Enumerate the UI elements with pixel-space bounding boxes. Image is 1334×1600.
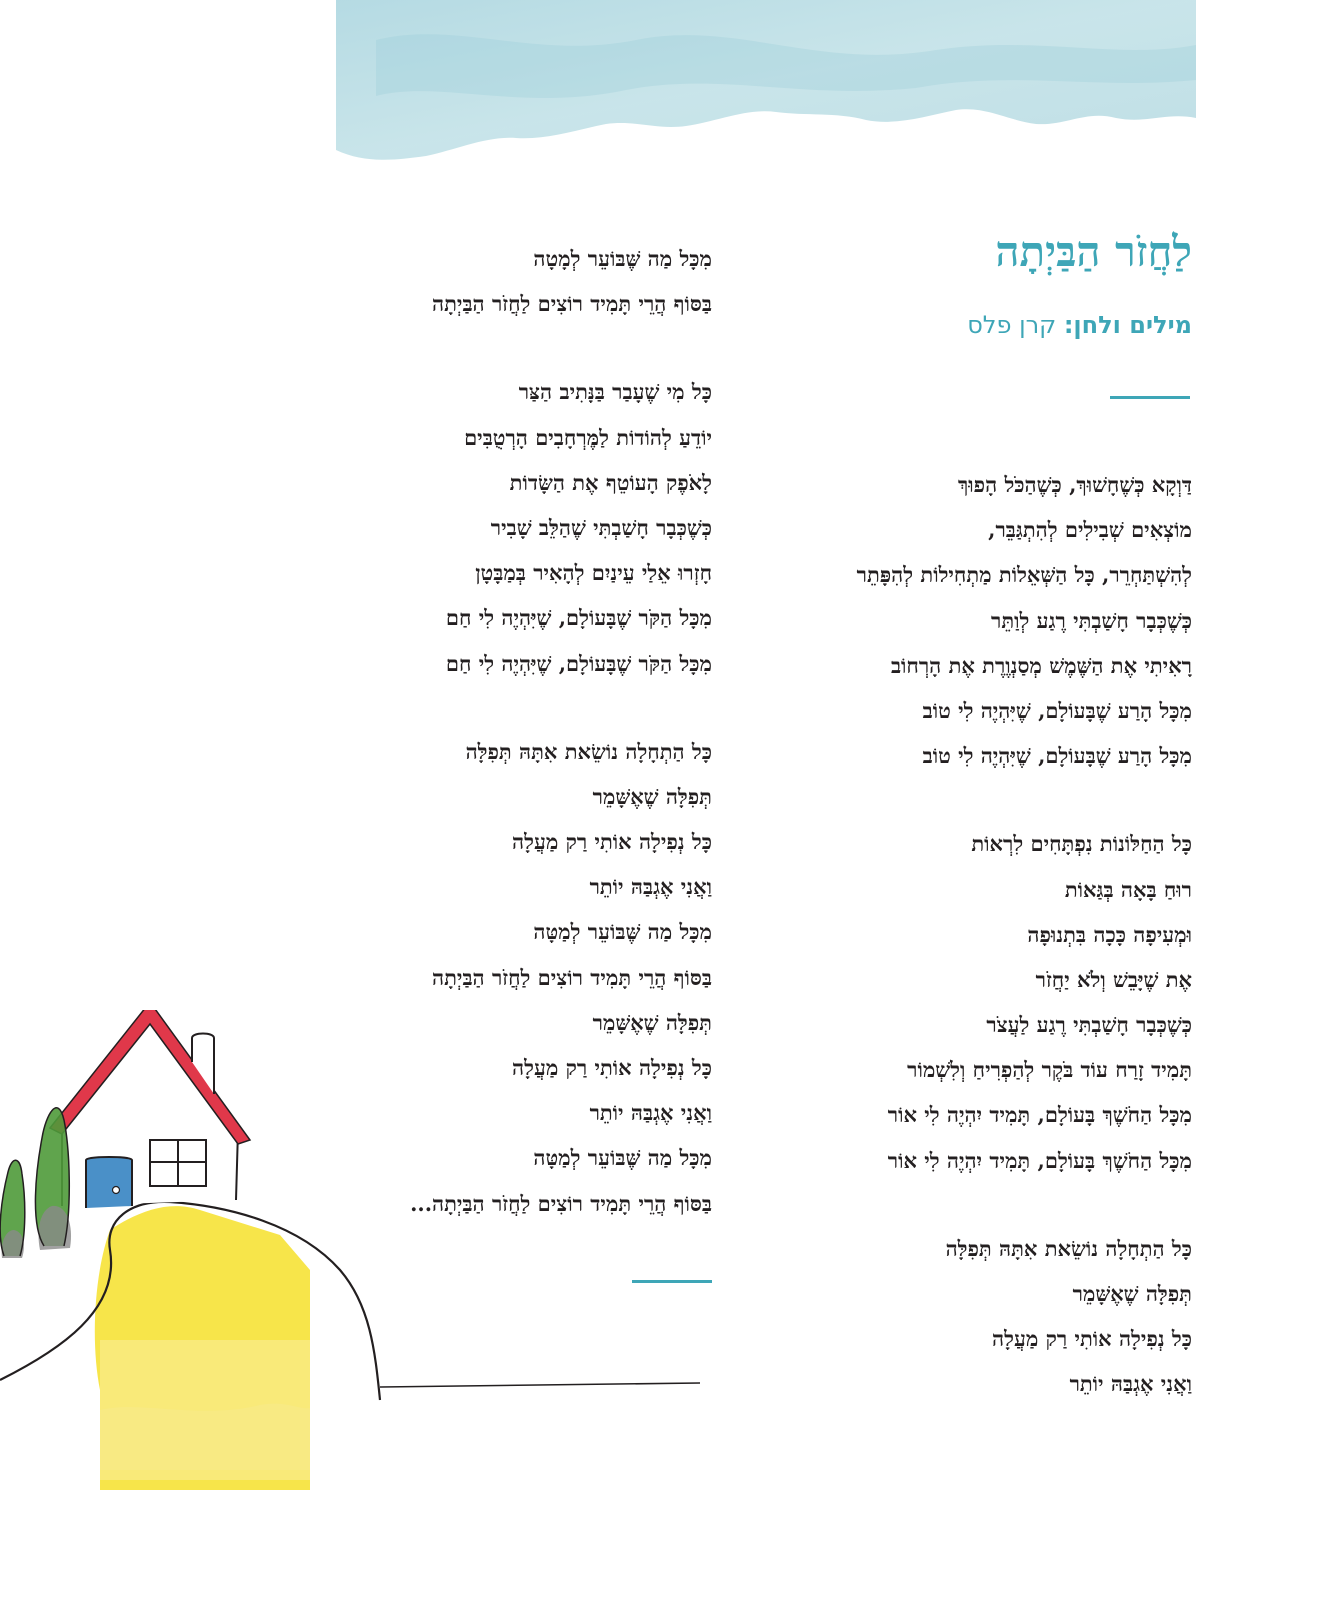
lyric-line: כָּל מִי שֶׁעָבַר בַּנָּתִיב הַצַּר — [518, 379, 712, 405]
lyric-line: מִכָּל הָרַע שֶׁבָּעוֹלָם, שֶׁיִּהְיֶה לִי טוֹב — [922, 743, 1192, 769]
watercolor-wash-illustration — [336, 0, 1196, 172]
lyric-line: מִכָּל מַה שֶּׁבּוֹעֵר לְמַטָּה — [533, 1145, 712, 1171]
lyric-line: אֶת שֶׁיָּבֵשׁ וְלֹא יַחֲזֹר — [1035, 966, 1192, 992]
lyric-line: כְּשֶׁכְּבָר חָשַׁבְתִּי רֶגַע לַעֲצֹר — [986, 1012, 1192, 1038]
stanza — [752, 821, 1192, 1183]
lyric-line: בַּסּוֹף הֲרֵי תָּמִיד רוֹצִים לַחֲזֹר הַבַּיְתָה... — [410, 1190, 712, 1216]
lyric-line: תָּמִיד זָרַח עוֹד בֹּקֶר לְהַפְרִיחַ וְלִשְׁמוֹר — [907, 1057, 1192, 1083]
lyric-line: מִכָּל הַקֹּר שֶׁבָּעוֹלָם, שֶׁיִּהְיֶה לִי חַם — [445, 650, 712, 676]
lyric-line: רוּחַ בָּאָה בְּגַּאוֹת — [1064, 876, 1192, 902]
lyric-line: רָאִיתִי אֶת הַשֶּׁמֶשׁ מְסַנְוֶרֶת אֶת הָרְחוֹב — [890, 652, 1192, 678]
lyric-line: כְּשֶׁכְּבָר חָשַׁבְתִּי רֶגַע לְוַתֵּר — [991, 607, 1192, 633]
lyric-line: חָזְרוּ אֵלַי עֵינַיִם לְהָאִיר בְּמַבָּטָן — [475, 560, 712, 586]
lyric-line: לָאֹפֶק הָעוֹטֵף אֶת הַשָּׂדוֹת — [509, 469, 712, 495]
lyric-line: לְהִשְׁתַּחְרֵר, כָּל הַשְּׁאֵלוֹת מַתְחִילוֹת לְהִפָּתֵר — [856, 562, 1192, 588]
door — [86, 1157, 132, 1208]
lyrics-right-column — [752, 462, 1192, 1450]
stanza — [312, 369, 712, 685]
lyric-line: כָּל הַתְחָלָה נוֹשֵׂאת אִתָּהּ תְּפִלָּה — [945, 1235, 1192, 1261]
lyric-line: מִכָּל הַחֹשֶׁךְ בָּעוֹלָם, תָּמִיד יִהְיֶה לִי אוֹר — [887, 1147, 1192, 1173]
stanza — [312, 236, 712, 326]
lyric-line: תְּפִלָּה שֶׁאֶשָּׁמֵר — [592, 1009, 712, 1035]
stanza — [752, 1226, 1192, 1407]
lyric-line: כָּל נְפִילָה אוֹתִי רַק מַעֲלָה — [512, 829, 712, 855]
lyric-line: כָּל נְפִילָה אוֹתִי רַק מַעֲלָה — [992, 1326, 1192, 1352]
lyric-line: מוֹצְאִים שְׁבִילִים לְהִתְגַּבֵּר, — [988, 517, 1192, 543]
stanza — [752, 462, 1192, 778]
lyric-line: מִכָּל מַה שֶּׁבּוֹעֵר לְמָטָה — [533, 246, 712, 271]
credits-label: מילים ולחן: — [1063, 311, 1192, 339]
lyric-line: בַּסּוֹף הֲרֵי תָּמִיד רוֹצִים לַחֲזֹר הַבַּיְתָה — [432, 964, 712, 990]
lyric-line: וּמְעִיפָה כָּכָה בִּתְנוּפָה — [1027, 921, 1192, 947]
lyric-line: תְּפִלָּה שֶׁאֶשָּׁמֵר — [592, 783, 712, 809]
song-title: לַחֲזֹר הַבַּיְתָה — [995, 227, 1192, 276]
lyric-line: וַאֲנִי אֶגְבַּהּ יוֹתֵר — [589, 874, 712, 900]
tree-front — [35, 1108, 71, 1250]
lyric-line: כְּשֶׁכְּבָר חָשַׁבְתִּי שֶׁהַלֵּב שָׁבִיר — [490, 514, 712, 540]
lyric-line: וַאֲנִי אֶגְבַּהּ יוֹתֵר — [1069, 1371, 1192, 1397]
lyric-line: מִכָּל מַה שֶּׁבּוֹעֵר לְמַטָּה — [533, 919, 712, 945]
song-credits — [792, 307, 1192, 343]
lyric-line: כָּל הַתְחָלָה נוֹשֵׂאת אִתָּהּ תְּפִלָּה — [465, 738, 712, 764]
lyric-line: מִכָּל הַחֹשֶׁךְ בָּעוֹלָם, תָּמִיד יִהְיֶה לִי אוֹר — [887, 1102, 1192, 1128]
tree-back — [0, 1160, 25, 1258]
title-divider — [1110, 396, 1190, 399]
lyric-line: יוֹדֵעַ לְהוֹדוֹת לַמֶּרְחָבִים הָרְטֻבִּים — [464, 424, 712, 450]
credits-author: קרן פלס — [967, 311, 1057, 339]
lyric-line: מִכָּל הָרַע שֶׁבָּעוֹלָם, שֶׁיִּהְיֶה לִי טוֹב — [922, 697, 1192, 723]
window — [150, 1140, 206, 1186]
lyric-line: דַּוְקָא כְּשֶׁחָשׁוּךְ, כְּשֶׁהַכֹּל הָפוּךְ — [957, 472, 1192, 497]
lyric-line: כָּל נְפִילָה אוֹתִי רַק מַעֲלָה — [512, 1055, 712, 1080]
lyric-line: וַאֲנִי אֶגְבַּהּ יוֹתֵר — [589, 1100, 712, 1126]
lyric-line: כָּל הַחַלּוֹנוֹת נִפְתָּחִים לִרְאוֹת — [971, 831, 1192, 857]
lyric-line: תְּפִלָּה שֶׁאֶשָּׁמֵר — [1072, 1281, 1192, 1306]
lyric-line: מִכָּל הַקֹּר שֶׁבָּעוֹלָם, שֶׁיִּהְיֶה לִי חַם — [445, 605, 712, 631]
lyric-line: בַּסּוֹף הֲרֵי תָּמִיד רוֹצִים לַחֲזֹר הַבַּיְתָה — [432, 291, 712, 317]
house-illustration — [0, 1010, 700, 1490]
